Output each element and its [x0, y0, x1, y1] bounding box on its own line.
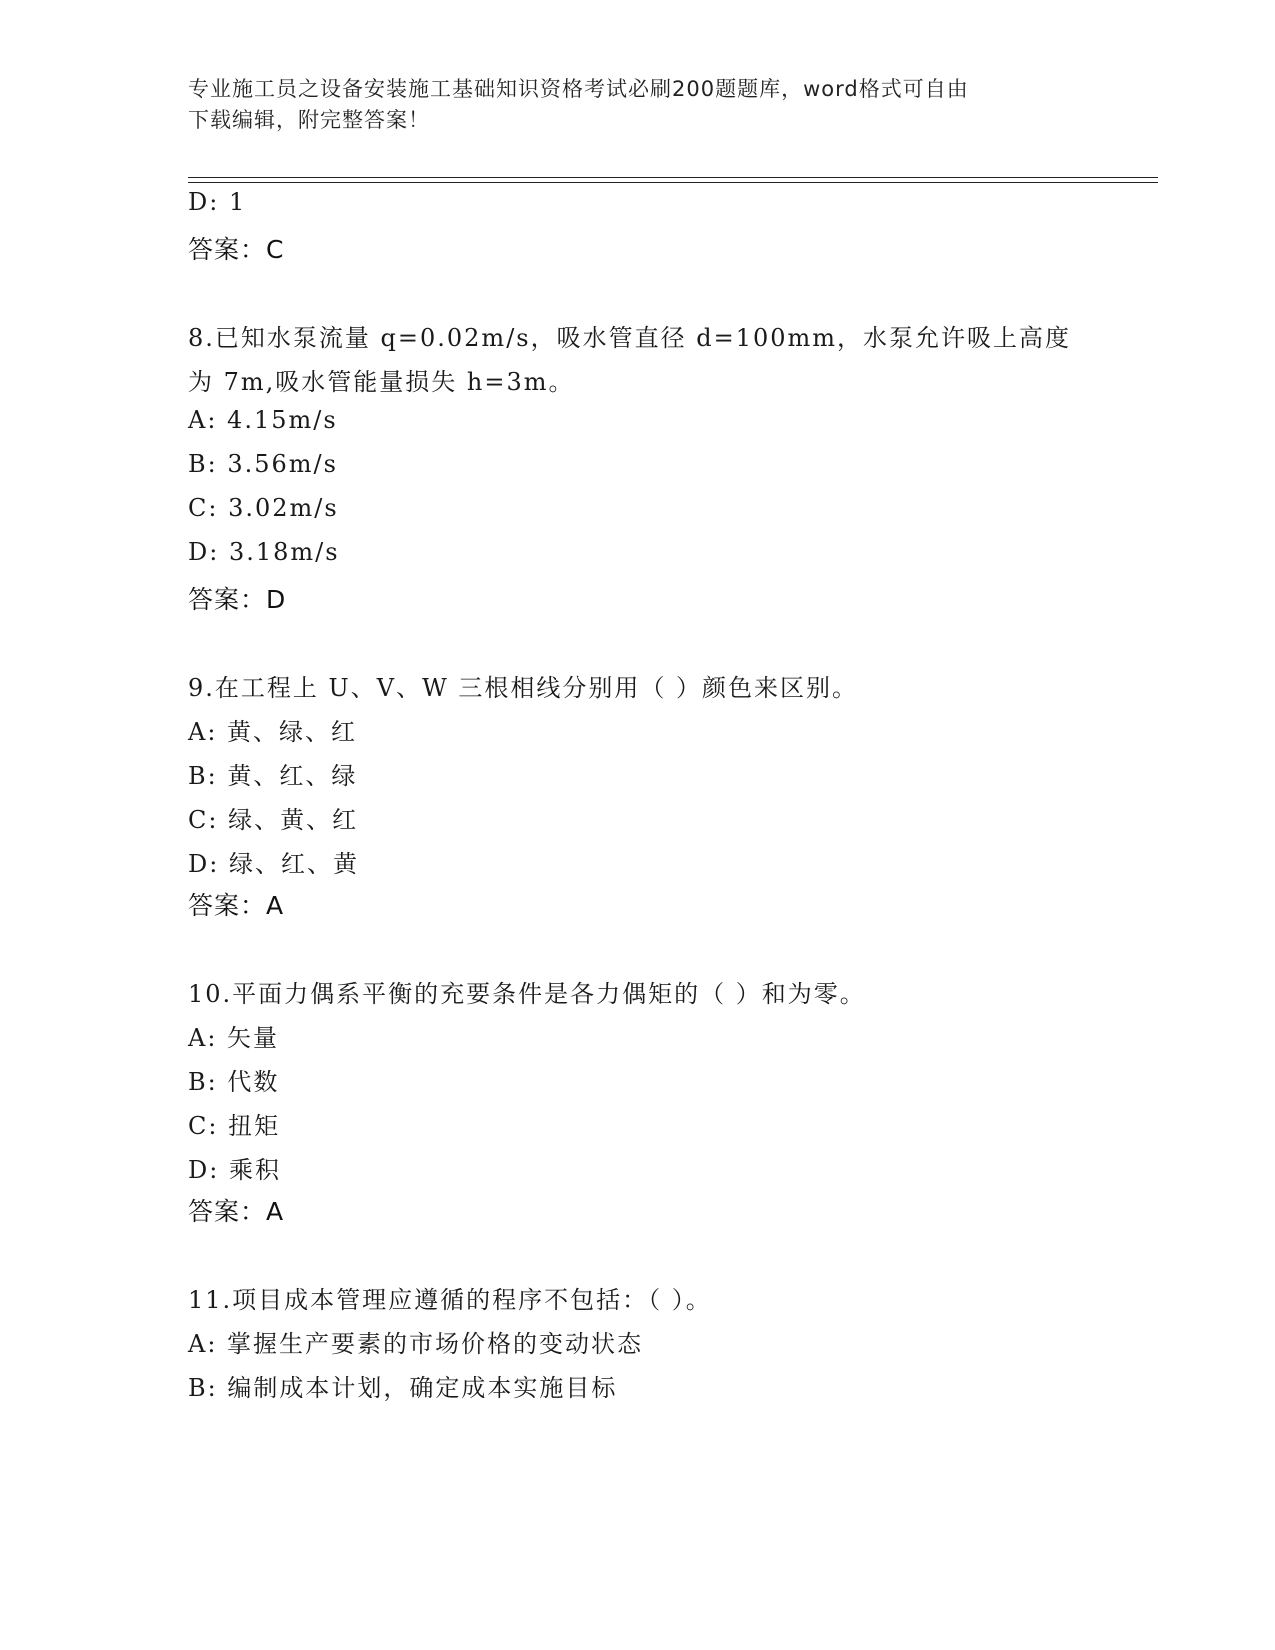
- option-c: C: 3.02m/s: [188, 494, 339, 522]
- option-a: A: 黄、绿、红: [188, 718, 358, 746]
- question-stem: 9.在工程上 U、V、W 三根相线分别用（ ）颜色来区别。: [188, 674, 859, 702]
- header-divider-top: [188, 177, 1158, 178]
- document-header: [188, 74, 1088, 136]
- option-a: A: 4.15m/s: [188, 406, 338, 434]
- question-stem-cont: 为 7m,吸水管能量损失 h=3m。: [188, 368, 575, 396]
- question-stem: 11.项目成本管理应遵循的程序不包括：（ ）。: [188, 1286, 712, 1314]
- option-c: C: 绿、黄、红: [188, 806, 359, 834]
- answer-line: 答案：A: [188, 1197, 285, 1226]
- option-c: C: 扭矩: [188, 1112, 281, 1140]
- option-d: D: 乘积: [188, 1156, 281, 1184]
- option-d: D: 3.18m/s: [188, 538, 340, 566]
- question-stem: 10.平面力偶系平衡的充要条件是各力偶矩的（ ）和为零。: [188, 980, 866, 1008]
- answer-line: 答案：C: [188, 235, 285, 264]
- answer-line: 答案：D: [188, 585, 287, 614]
- option-b: B: 3.56m/s: [188, 450, 338, 478]
- header-divider-bottom: [188, 182, 1158, 183]
- option-d: D: 绿、红、黄: [188, 850, 359, 878]
- option-b: B: 编制成本计划，确定成本实施目标: [188, 1374, 618, 1402]
- option-b: B: 代数: [188, 1068, 280, 1096]
- option-a: A: 矢量: [188, 1024, 280, 1052]
- header-line-1: 专业施工员之设备安装施工基础知识资格考试必刷200题题库，word格式可自由: [188, 77, 969, 101]
- answer-line: 答案：A: [188, 891, 285, 920]
- option-d: D: 1: [188, 188, 247, 216]
- option-a: A: 掌握生产要素的市场价格的变动状态: [188, 1330, 644, 1358]
- option-b: B: 黄、红、绿: [188, 762, 358, 790]
- header-line-2: 下载编辑，附完整答案！: [188, 108, 430, 132]
- question-stem: 8.已知水泵流量 q=0.02m/s，吸水管直径 d=100mm，水泵允许吸上高度: [188, 324, 1072, 352]
